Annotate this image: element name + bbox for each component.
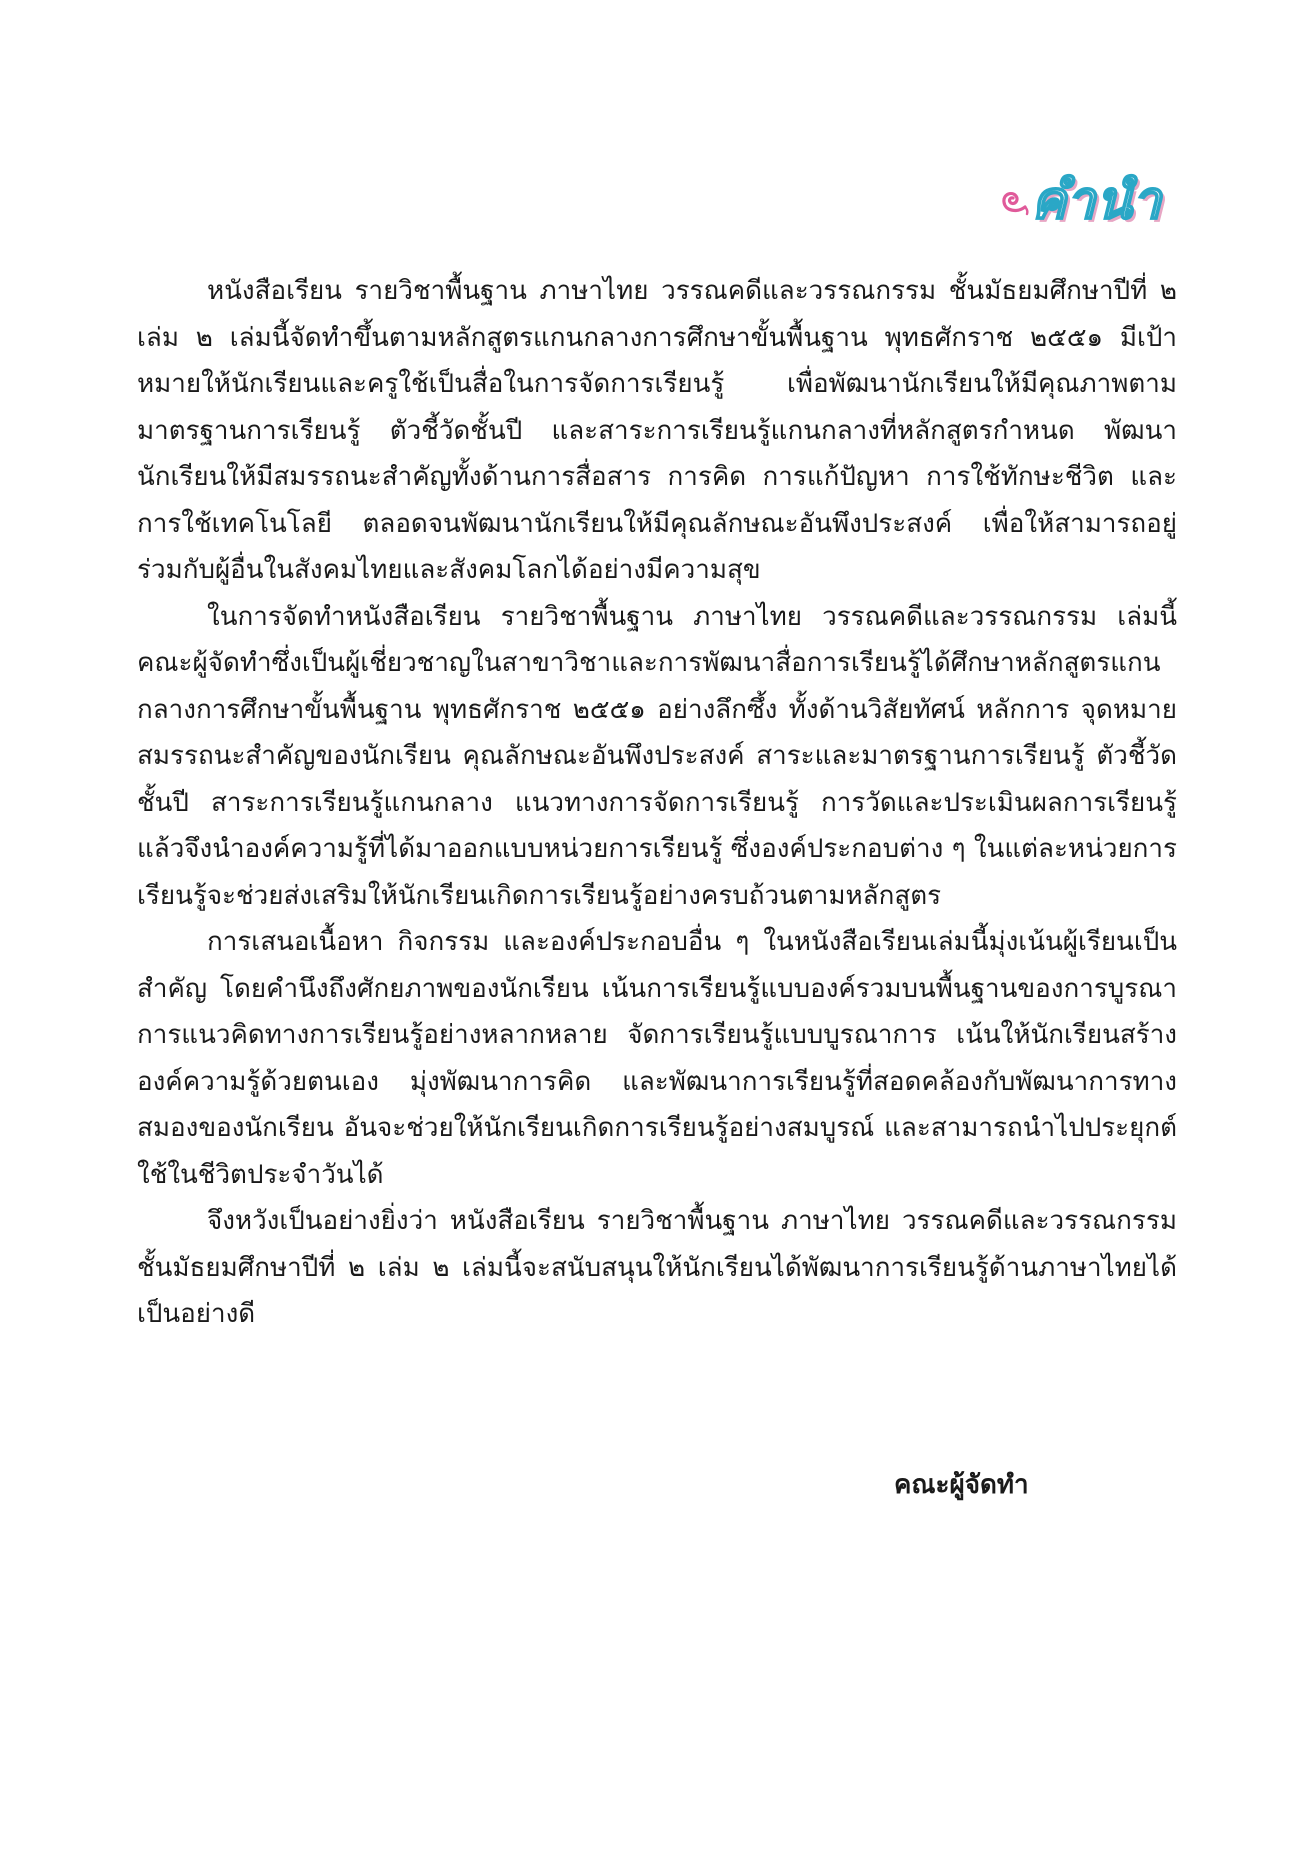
preface-heading — [999, 158, 1162, 241]
signature-authors: คณะผู้จัดทำ — [894, 1470, 1029, 1500]
paragraph-development: ในการจัดทำหนังสือเรียน รายวิชาพื้นฐาน ภาษาไทย วรรณคดีและวรรณกรรม เล่มนี้ คณะผู้จัดทำซึ่งเป็นผู้เชี่ยวชาญในสาขาวิชาและการพัฒนาสื่อการเรียนรู้ได้ศึกษาหลักสูตรแกนกลางการศึกษาขั้นพื้นฐาน พุทธศักราช ๒๕๕๑ อย่างลึกซึ้ง ทั้งด้านวิสัยทัศน์ หลักการ จุดหมาย สมรรถนะสำคัญของนักเรียน คุณลักษณะอันพึงประสงค์ สาระและมาตรฐานการเรียนรู้ ตัวชี้วัดชั้นปี สาระการเรียนรู้แกนกลาง แนวทางการจัดการเรียนรู้ การวัดและประเมินผลการเรียนรู้ แล้วจึงนำองค์ความรู้ที่ได้มาออกแบบหน่วยการเรียนรู้ ซึ่งองค์ประกอบต่าง ๆ ในแต่ละหน่วยการเรียนรู้จะช่วยส่งเสริมให้นักเรียนเกิดการเรียนรู้อย่างครบถ้วนตามหลักสูตร — [137, 601, 1177, 911]
paragraph-content-approach: การเสนอเนื้อหา กิจกรรม และองค์ประกอบอื่น ๆ ในหนังสือเรียนเล่มนี้มุ่งเน้นผู้เรียนเป็นสำคัญ โดยคำนึงถึงศักยภาพของนักเรียน เน้นการเรียนรู้แบบองค์รวมบนพื้นฐานของการบูรณาการแนวคิดทางการเรียนรู้อย่างหลากหลาย จัดการเรียนรู้แบบบูรณาการ เน้นให้นักเรียนสร้างองค์ความรู้ด้วยตนเอง มุ่งพัฒนาการคิด และพัฒนาการเรียนรู้ที่สอดคล้องกับพัฒนาการทางสมองของนักเรียน อันจะช่วยให้นักเรียนเกิดการเรียนรู้อย่างสมบูรณ์ และสามารถนำไปประยุกต์ใช้ในชีวิตประจำวันได้ — [137, 927, 1177, 1190]
paragraph-closing: จึงหวังเป็นอย่างยิ่งว่า หนังสือเรียน รายวิชาพื้นฐาน ภาษาไทย วรรณคดีและวรรณกรรม ชั้นมัธยมศึกษาปีที่ ๒ เล่ม ๒ เล่มนี้จะสนับสนุนให้นักเรียนได้พัฒนาการเรียนรู้ด้านภาษาไทยได้เป็นอย่างดี — [137, 1206, 1177, 1329]
paragraph-purpose: หนังสือเรียน รายวิชาพื้นฐาน ภาษาไทย วรรณคดีและวรรณกรรม ชั้นมัธยมศึกษาปีที่ ๒ เล่ม ๒ เล่มนี้จัดทำขึ้นตามหลักสูตรแกนกลางการศึกษาขั้นพื้นฐาน พุทธศักราช ๒๕๕๑ มีเป้าหมายให้นักเรียนและครูใช้เป็นสื่อในการจัดการเรียนรู้ เพื่อพัฒนานักเรียนให้มีคุณภาพตามมาตรฐานการเรียนรู้ ตัวชี้วัดชั้นปี และสาระการเรียนรู้แกนกลางที่หลักสูตรกำหนด พัฒนานักเรียนให้มีสมรรถนะสำคัญทั้งด้านการสื่อสาร การคิด การแก้ปัญหา การใช้ทักษะชีวิต และการใช้เทคโนโลยี ตลอดจนพัฒนานักเรียนให้มีคุณลักษณะอันพึงประสงค์ เพื่อให้สามารถอยู่ร่วมกับผู้อื่นในสังคมไทยและสังคมโลกได้อย่างมีความสุข — [137, 276, 1177, 585]
page-title: คำนำ — [1031, 171, 1162, 231]
preface-body — [137, 268, 1177, 1338]
swirl-ornament-icon — [999, 183, 1029, 217]
